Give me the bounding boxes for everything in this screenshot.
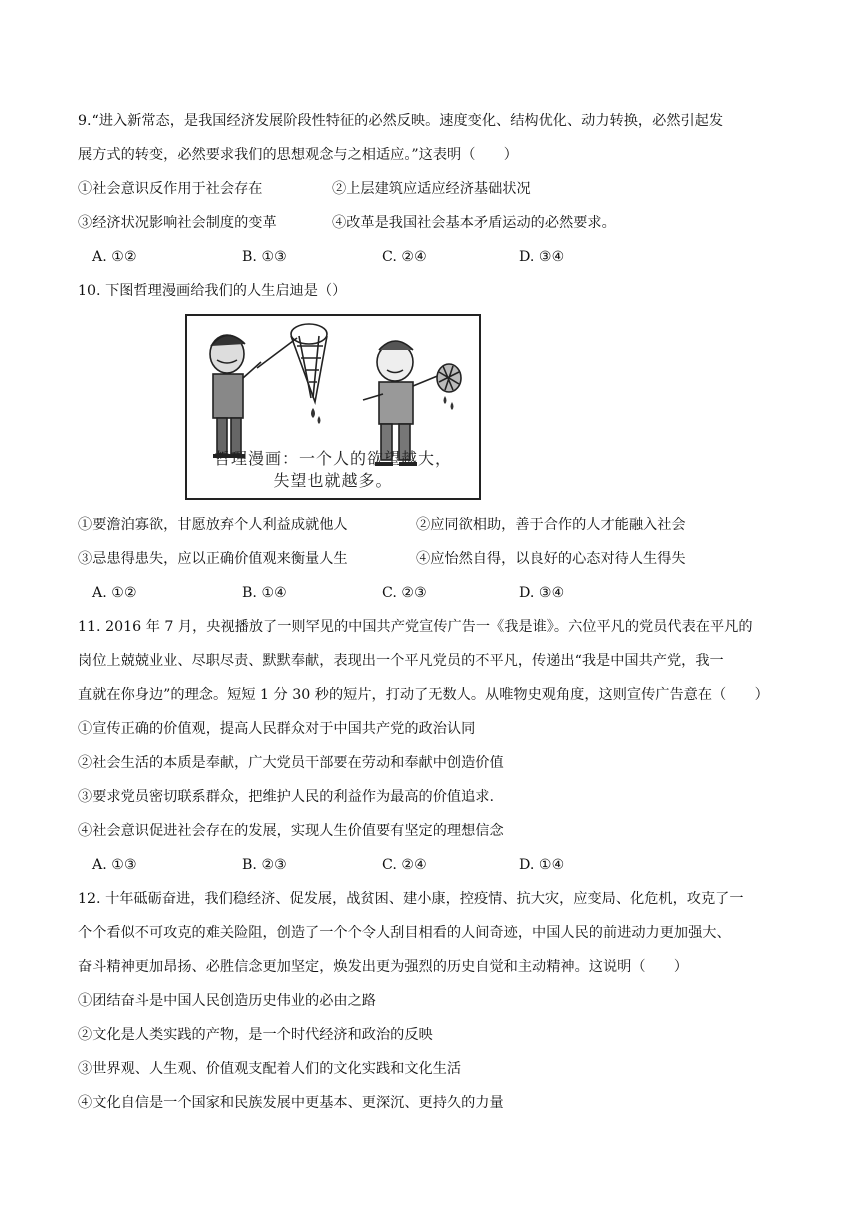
cartoon-caption-line2: 失望也就越多。 bbox=[273, 471, 393, 490]
q12-stem-line2: 个个看似不可攻克的难关险阻，创造了一个个令人刮目相看的人间奇迹，中国人民的前进动力更加强大、 bbox=[78, 925, 731, 941]
q9-statement-row1 bbox=[78, 178, 790, 200]
q9-statement-row2 bbox=[78, 212, 790, 234]
q10-stem: 10. 下图哲理漫画给我们的人生启迪是（） bbox=[78, 283, 347, 299]
q10-statement-3: ③忌患得患失，应以正确价值观来衡量人生 bbox=[78, 551, 348, 567]
q11-statement-3: ③要求党员密切联系群众，把维护人民的利益作为最高的价值追求. bbox=[78, 789, 494, 805]
q10-option-c[interactable]: C. ②③ bbox=[382, 585, 427, 601]
q10-option-d[interactable]: D. ③④ bbox=[519, 585, 565, 601]
q11-statement-2: ②社会生活的本质是奉献，广大党员干部要在劳动和奉献中创造价值 bbox=[78, 755, 504, 771]
q10-option-b[interactable]: B. ①④ bbox=[242, 585, 287, 601]
q11-stem-line3: 直就在你身边”的理念。短短 1 分 30 秒的短片，打动了无数人。从唯物史观角度，这则宣传广告意在（ ） bbox=[78, 687, 769, 703]
cartoon-caption-line1: 哲理漫画：一个人的欲望越大， bbox=[213, 449, 452, 468]
q11-stem-line1: 11. 2016 年 7 月，央视播放了一则罕见的中国共产党宣传广告一《我是谁》。六位平凡的党员代表在平凡的 bbox=[78, 619, 753, 635]
q9-option-a[interactable]: A. ①② bbox=[92, 249, 137, 265]
q12-stem-line3: 奋斗精神更加昂扬、必胜信念更加坚定，焕发出更为强烈的历史自觉和主动精神。这说明（ ） bbox=[78, 959, 689, 975]
q9-options bbox=[92, 246, 652, 268]
q11-option-b[interactable]: B. ②③ bbox=[242, 857, 287, 873]
q9-statement-4: ④改革是我国社会基本矛盾运动的必然要求。 bbox=[332, 215, 616, 231]
q9-option-b[interactable]: B. ①③ bbox=[242, 249, 287, 265]
q11-options bbox=[92, 854, 652, 876]
q10-statement-row2 bbox=[78, 548, 790, 570]
q10-statement-1: ①要澹泊寡欲，甘愿放弃个人利益成就他人 bbox=[78, 517, 348, 533]
q9-statement-1: ①社会意识反作用于社会存在 bbox=[78, 181, 263, 197]
q9-stem-line2: 展方式的转变，必然要求我们的思想观念与之相适应。”这表明（ ） bbox=[78, 147, 518, 163]
q12-stem-line1: 12. 十年砥砺奋进，我们稳经济、促发展，战贫困、建小康，控疫情、抗大灾，应变局、化危机，攻克了一 bbox=[78, 891, 744, 907]
q10-statement-2: ②应同欲相助，善于合作的人才能融入社会 bbox=[416, 517, 686, 533]
q9-statement-3: ③经济状况影响社会制度的变革 bbox=[78, 215, 277, 231]
philosophy-cartoon-image bbox=[185, 314, 481, 500]
q11-option-d[interactable]: D. ①④ bbox=[519, 857, 565, 873]
q11-option-c[interactable]: C. ②④ bbox=[382, 857, 427, 873]
q9-statement-2: ②上层建筑应适应经济基础状况 bbox=[332, 181, 531, 197]
q9-option-d[interactable]: D. ③④ bbox=[519, 249, 565, 265]
q12-statement-3: ③世界观、人生观、价值观支配着人们的文化实践和文化生活 bbox=[78, 1061, 462, 1077]
q11-statement-1: ①宣传正确的价值观，提高人民群众对于中国共产党的政治认同 bbox=[78, 721, 476, 737]
q11-option-a[interactable]: A. ①③ bbox=[92, 857, 137, 873]
q12-statement-1: ①团结奋斗是中国人民创造历史伟业的必由之路 bbox=[78, 993, 376, 1009]
q10-statement-4: ④应怡然自得，以良好的心态对待人生得失 bbox=[416, 551, 686, 567]
q11-stem-line2: 岗位上兢兢业业、尽职尽责、默默奉献，表现出一个平凡党员的不平凡，传递出“我是中国共产党，我一 bbox=[78, 653, 724, 669]
q10-statement-row1 bbox=[78, 514, 790, 536]
q10-option-a[interactable]: A. ①② bbox=[92, 585, 137, 601]
q9-stem-line1: 9.“进入新常态，是我国经济发展阶段性特征的必然反映。速度变化、结构优化、动力转换，必然引起发 bbox=[78, 113, 724, 129]
q9-option-c[interactable]: C. ②④ bbox=[382, 249, 427, 265]
q12-statement-2: ②文化是人类实践的产物，是一个时代经济和政治的反映 bbox=[78, 1027, 433, 1043]
q10-options bbox=[92, 582, 652, 604]
q12-statement-4: ④文化自信是一个国家和民族发展中更基本、更深沉、更持久的力量 bbox=[78, 1095, 504, 1111]
q11-statement-4: ④社会意识促进社会存在的发展，实现人生价值要有坚定的理想信念 bbox=[78, 823, 504, 839]
